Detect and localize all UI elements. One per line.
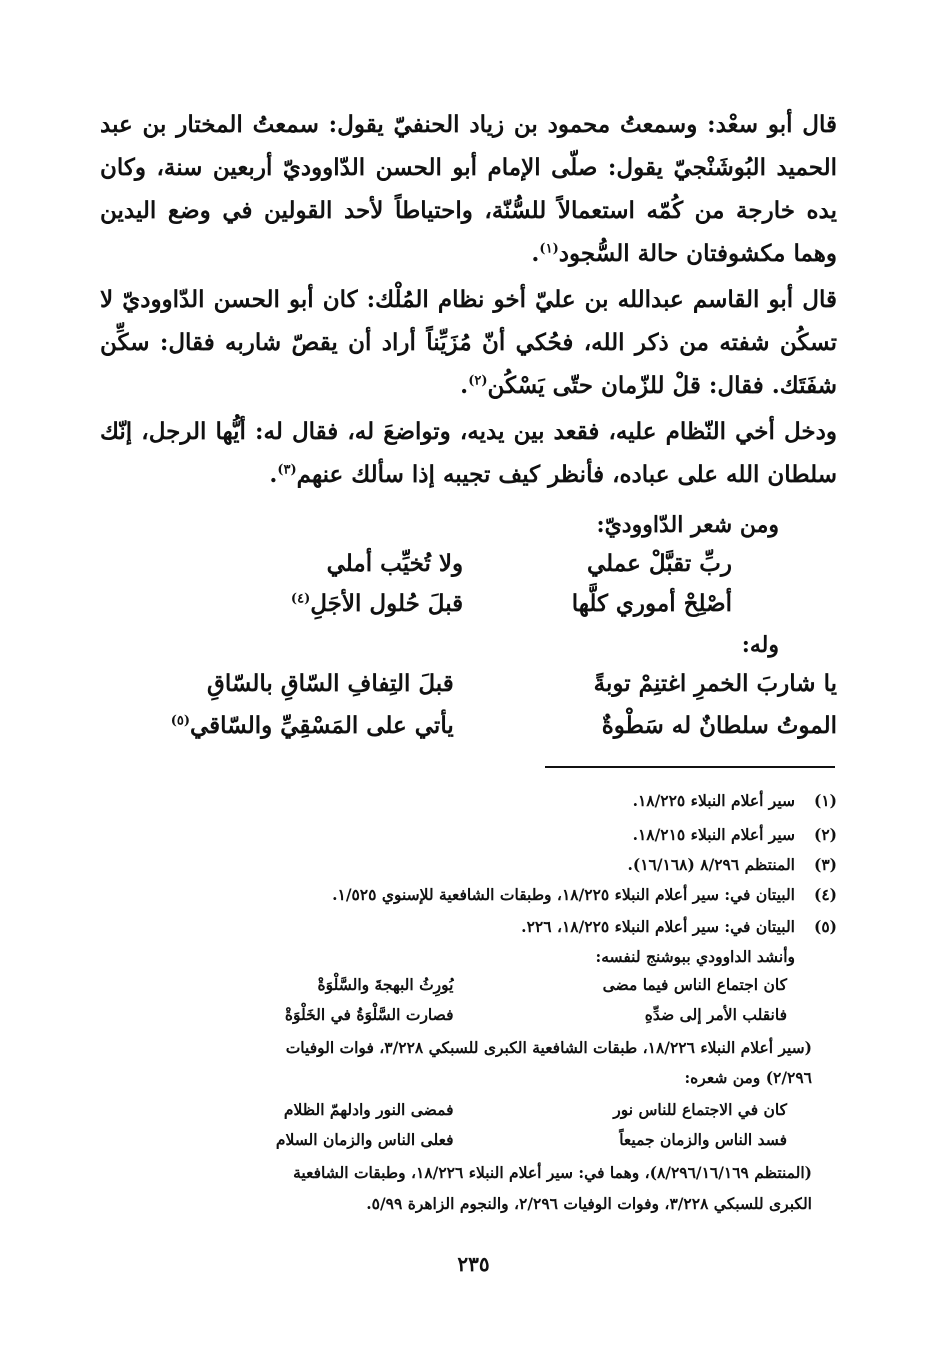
footnote-source-1-line-1: (سير أعلام النبلاء ١٨/٢٢٦، طبقات الشافعية الكبرى للسبكي ٣/٢٢٨، فوات الوفيات <box>285 1038 812 1057</box>
footnote-number: (١) <box>813 791 837 810</box>
hemistich-first: يا شاربَ الخمرِ اغتنِمْ توبةً <box>593 670 837 697</box>
hemistich-first: فانقلب الأمر إلى ضدِّهِ <box>644 1005 787 1024</box>
footnote-number: (٥) <box>813 917 837 936</box>
footnote-verse-3 <box>120 1100 787 1126</box>
footnote-2 <box>100 825 837 844</box>
paragraph-3: ودخل أخي النّظام عليه، فقعد بين يديه، وتواضعَ له، فقال له: أيُّها الرجل، إنّك سلطان الله على عباده، فأنظر كيف تجيبه إذا سألك عنهم$^{(٣)}$. <box>100 418 837 488</box>
paragraph-1-text: قال أبو سعْد: وسمعتُ محمود بن زياد الحنفيّ يقول: سمعتُ المختار بن عبد الحميد البُوشَنْجيّ يقول: صلّى الإمام أبو الحسن الدّاووديّ أربعين سنة، وكان يده خارجة من كُمّه استعمالاً للسُّنّة، واحتياطاً لأحد القولين في وضع اليدين وهما مكشوفتان حالة السُّجود <box>100 111 837 267</box>
footnote-ref-4: (٤) <box>290 591 311 607</box>
footnote-number: (٤) <box>813 885 837 904</box>
hemistich-first: ربِّ تقبَّلْ عملي <box>587 550 732 577</box>
hemistich-first: فسد الناس والزمان جميعاً <box>619 1130 787 1149</box>
poem-1-verse-2 <box>215 590 732 630</box>
footnote-source-2-line-1: (المنتظم ٨/٢٩٦/١٦/١٦٩)، وهما في: سير أعلام النبلاء ١٨/٢٢٦، وطبقات الشافعية <box>293 1163 812 1182</box>
footnote-3 <box>100 855 837 874</box>
hemistich-first: الموتُ سلطانٌ له سَطْوةٌ <box>601 712 837 739</box>
footnote-text: البيتان في: سير أعلام النبلاء ١٨/٢٢٥، ٢٢٦. <box>521 917 795 936</box>
footnote-text: سير أعلام النبلاء ١٨/٢١٥. <box>632 825 795 844</box>
page-number: ٢٣٥ <box>457 1252 490 1276</box>
poem-2-verse-1 <box>100 670 837 710</box>
footnote-ref-5: (٥) <box>170 713 191 729</box>
footnote-number: (٢) <box>813 825 837 844</box>
hemistich-second: يُورِثُ البهجةَ والسَّلْوَةْ <box>317 975 454 994</box>
footnote-verse-1 <box>120 975 787 1001</box>
footnote-text: سير أعلام النبلاء ١٨/٢٢٥. <box>632 791 795 810</box>
paragraph-2: قال أبو القاسم عبدالله بن عليّ أخو نظام المُلْك: كان أبو الحسن الدّاووديّ لا تسكُن شفته من ذكر الله، فحُكي أنّ مُزَيِّناً أراد أن يقصّ شاربه فقال: سكِّن شفَتَك. فقال: قلْ للزّمان حتّى يَسْكُن$^{(٢)}$. <box>100 286 837 399</box>
hemistich-first: أصْلِحْ أموري كلَّها <box>571 590 732 617</box>
footnote-5 <box>100 917 837 936</box>
paragraph-3-text: ودخل أخي النّظام عليه، فقعد بين يديه، وتواضعَ له، فقال له: أيُّها الرجل، إنّك سلطان الله على عباده، فأنظر كيف تجيبه إذا سألك عنهم <box>100 418 837 488</box>
poem-2-intro: وله: <box>741 632 779 658</box>
footnote-ref-1: (١) <box>539 241 559 257</box>
hemistich-second: فصارت السَّلْوَةُ في الخَلْوَةْ <box>284 1005 454 1024</box>
paragraph-1: قال أبو سعْد: وسمعتُ محمود بن زياد الحنفيّ يقول: سمعتُ المختار بن عبد الحميد البُوشَنْجيّ يقول: صلّى الإمام أبو الحسن الدّاووديّ أربعين سنة، وكان يده خارجة من كُمّه استعمالاً للسُّنّة، واحتياطاً لأحد القولين في وضع اليدين وهما مكشوفتان حالة السُّجود$^{(١)}$. <box>100 111 837 267</box>
hemistich-second: فمضى النور وادلهمّ الظلام <box>283 1100 454 1119</box>
poem-1-verse-1 <box>215 550 732 590</box>
poem-1-intro: ومن شعر الدّاووديّ: <box>596 512 779 538</box>
footnote-separator <box>545 766 835 768</box>
footnote-source-1-line-2: ٢/٢٩٦) ومن شعره: <box>684 1068 812 1087</box>
paragraph-2-text: قال أبو القاسم عبدالله بن عليّ أخو نظام المُلْك: كان أبو الحسن الدّاووديّ لا تسكُن شفته من ذكر الله، فحُكي أنّ مُزَيِّناً أراد أن يقصّ شاربه فقال: سكِّن شفَتَك. فقال: قلْ للزّمان حتّى يَسْكُن <box>100 286 837 399</box>
footnote-text: المنتظم ٨/٢٩٦ (١٦/١٦٨). <box>627 855 795 874</box>
poem-2-verse-2 <box>100 712 837 752</box>
footnote-1 <box>100 791 837 810</box>
footnote-4 <box>100 885 837 904</box>
hemistich-second: يأتي على المَسْقِيِّ والسّاقي$^{(٥)}$ <box>170 712 454 739</box>
hemistich-second: قبلَ التِفافِ السّاقِ بالسّاقِ <box>206 670 454 697</box>
footnote-5-poem-intro: وأنشد الداوودي ببوشنج لنفسه: <box>595 947 795 966</box>
hemistich-second: ولا تُخيِّب أملي <box>326 550 464 577</box>
footnote-number: (٣) <box>813 855 837 874</box>
footnote-ref-3: (٣) <box>277 462 297 478</box>
hemistich-second: فعلى الناس والزمان السلام <box>275 1130 454 1149</box>
hemistich-first: كان في الاجتماع للناس نور <box>613 1100 787 1119</box>
footnote-text: البيتان في: سير أعلام النبلاء ١٨/٢٢٥، وطبقات الشافعية للإسنوي ١/٥٢٥. <box>332 885 795 904</box>
footnote-source-2-line-2: الكبرى للسبكي ٣/٢٢٨، وفوات الوفيات ٢/٢٩٦، والنجوم الزاهرة ٥/٩٩. <box>366 1194 812 1213</box>
hemistich-first: كان اجتماع الناس فيما مضى <box>602 975 787 994</box>
hemistich-second: قبلَ حُلول الأجَلِ$^{(٤)}$ <box>290 590 464 617</box>
footnote-ref-2: (٢) <box>468 373 488 389</box>
footnote-verse-4 <box>120 1130 787 1156</box>
footnote-verse-2 <box>120 1005 787 1031</box>
